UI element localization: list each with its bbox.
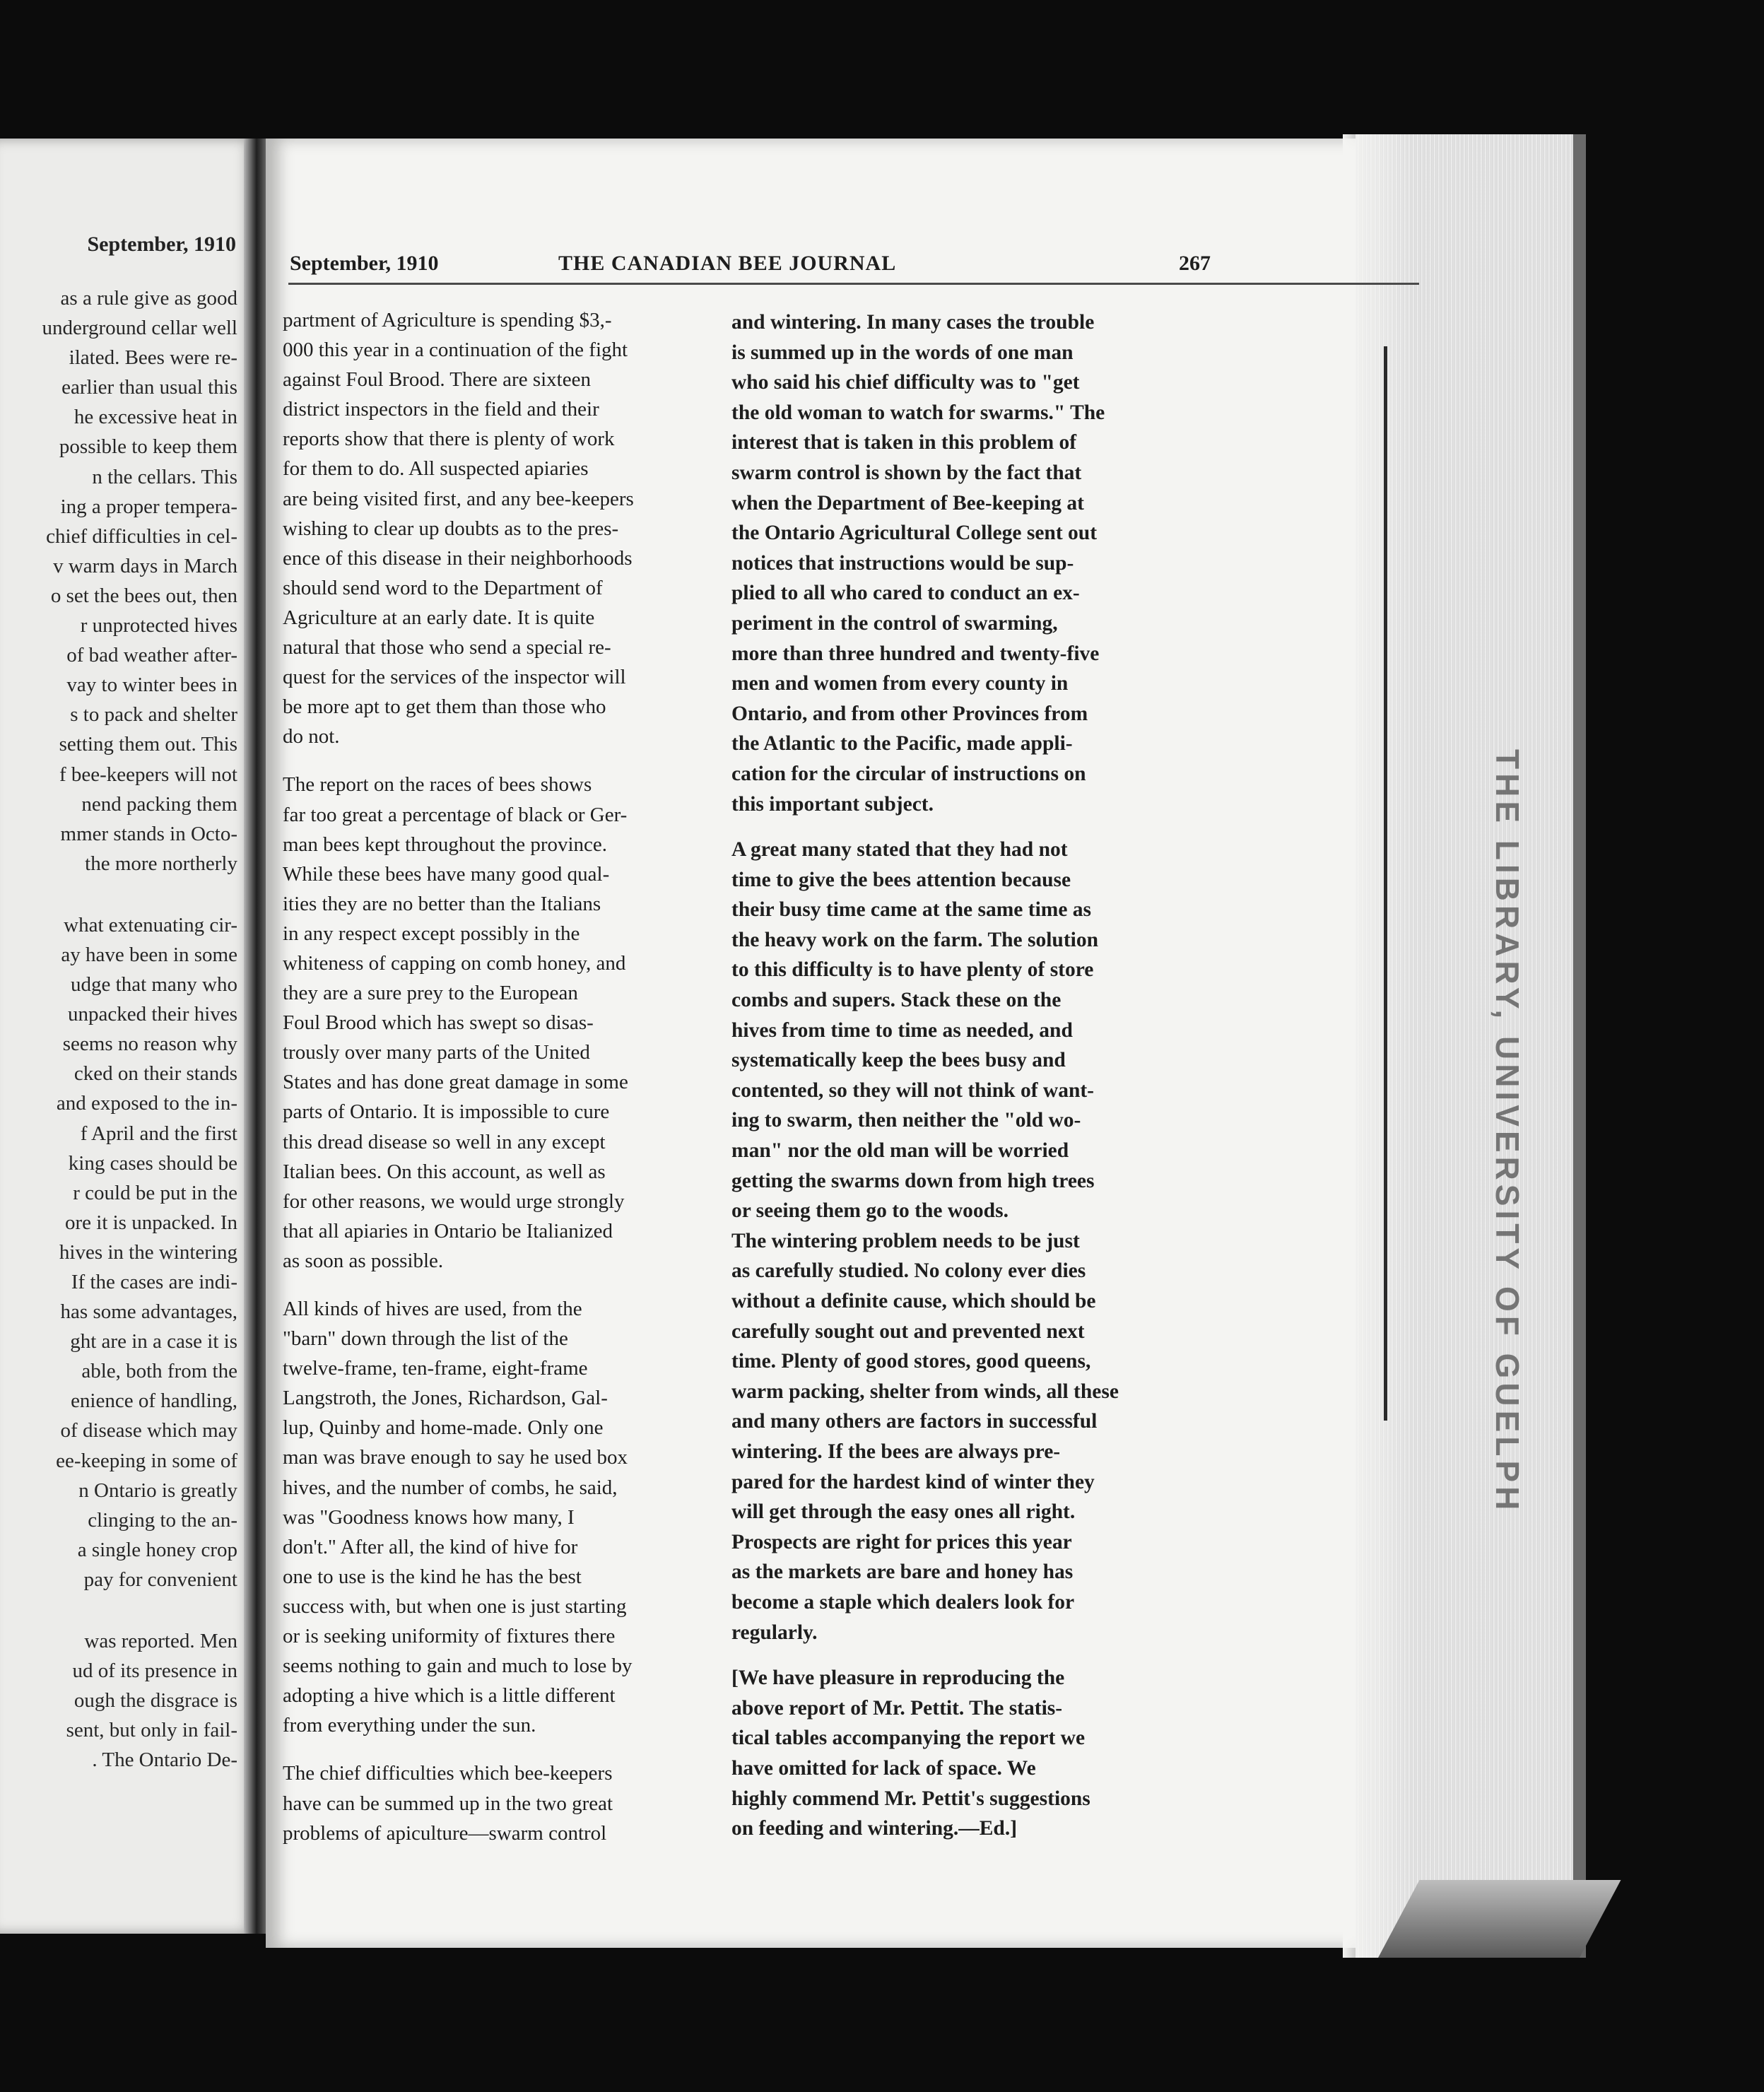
text-line: If the cases are indi-	[71, 1271, 237, 1293]
text-line: twelve-frame, ten-frame, eight-frame	[283, 1357, 588, 1380]
text-line: interest that is taken in this problem of	[731, 431, 1077, 454]
text-column-right	[731, 307, 1206, 1844]
text-line: seems nothing to gain and much to lose by	[283, 1655, 633, 1678]
text-line: what extenuating cir-	[64, 913, 237, 936]
text-line: seems no reason why	[62, 1033, 237, 1056]
text-line: who said his chief difficulty was to "get	[731, 371, 1080, 394]
text-line: as soon as possible.	[283, 1249, 444, 1272]
text-line: warm packing, shelter from winds, all these	[731, 1380, 1119, 1403]
text-line: they are a sure prey to the European	[283, 982, 578, 1005]
text-line: men and women from every county in	[731, 672, 1069, 695]
paragraph-gap	[731, 819, 1206, 835]
text-line: should send word to the Department of	[283, 576, 603, 599]
text-line: systematically keep the bees busy and	[731, 1049, 1066, 1072]
text-line: wintering. If the bees are always pre-	[731, 1440, 1061, 1463]
text-line: Langstroth, the Jones, Richardson, Gal-	[283, 1387, 608, 1410]
text-line: setting them out. This	[59, 733, 237, 756]
header-date: September, 1910	[290, 252, 439, 275]
text-line: Agriculture at an early date. It is quite	[283, 606, 595, 629]
text-line: . The Ontario De-	[92, 1749, 237, 1772]
page-number: 267	[1179, 252, 1211, 275]
text-line: as the markets are bare and honey has	[731, 1561, 1074, 1584]
text-line: or is seeking uniformity of fixtures there	[283, 1625, 616, 1648]
text-line: combs and supers. Stack these on the	[731, 989, 1062, 1012]
text-line: r unprotected hives	[80, 614, 237, 637]
text-line: natural that those who send a special re-	[283, 636, 611, 659]
text-line: for them to do. All suspected apiaries	[283, 457, 589, 481]
text-line: that all apiaries in Ontario be Italianized	[283, 1219, 613, 1242]
text-line: this dread disease so well in any except	[283, 1130, 606, 1153]
text-line: their busy time came at the same time as	[731, 898, 1092, 922]
text-line: pay for convenient	[83, 1568, 237, 1591]
text-line: ence of this disease in their neighborhoods	[283, 546, 633, 570]
text-line: a single honey crop	[77, 1538, 237, 1561]
text-line: vay to winter bees in	[66, 674, 237, 697]
text-line: n the cellars. This	[92, 465, 237, 488]
text-line: whiteness of capping on comb honey, and	[283, 951, 626, 975]
text-line: ght are in a case it is	[70, 1330, 237, 1353]
text-line: pared for the hardest kind of winter they	[731, 1470, 1095, 1493]
text-line: regularly.	[731, 1621, 818, 1644]
text-line: While these bees have many good qual-	[283, 862, 610, 886]
text-line: lup, Quinby and home-made. Only one	[283, 1416, 604, 1440]
text-line: plied to all who cared to conduct an ex-	[731, 582, 1080, 605]
text-line: to this difficulty is to have plenty of store	[731, 958, 1094, 982]
text-line: f April and the first	[80, 1122, 237, 1145]
text-line: getting the swarms down from high trees	[731, 1169, 1095, 1192]
text-line: and wintering. In many cases the trouble	[731, 311, 1095, 334]
text-line: district inspectors in the field and their	[283, 398, 599, 421]
text-line: possible to keep them	[59, 435, 237, 459]
paragraph-gap	[283, 1740, 721, 1758]
text-line: Italian bees. On this account, as well as	[283, 1160, 606, 1183]
text-line: underground cellar well	[42, 317, 237, 340]
text-line: carefully sought out and prevented next	[731, 1320, 1085, 1343]
text-line: udge that many who	[71, 973, 237, 997]
page-edge-shading	[1343, 134, 1413, 1958]
text-line: [We have pleasure in reproducing the	[731, 1667, 1065, 1690]
text-line: as a rule give as good	[60, 287, 237, 310]
paragraph-gap	[731, 1647, 1206, 1663]
text-line: 000 this year in a continuation of the fight	[283, 339, 628, 362]
left-page-text	[0, 283, 237, 1775]
text-line: the more northerly	[85, 852, 237, 875]
text-line: has some advantages,	[60, 1300, 237, 1324]
text-line: ee-keeping in some of	[56, 1449, 237, 1472]
text-line: of disease which may	[60, 1419, 237, 1442]
left-page-header: September, 1910	[87, 233, 236, 256]
text-line: swarm control is shown by the fact that	[731, 461, 1082, 484]
paragraph-gap	[0, 878, 237, 910]
text-line: and many others are factors in successful	[731, 1410, 1098, 1433]
text-line: earlier than usual this	[61, 376, 237, 399]
text-line: as carefully studied. No colony ever dies	[731, 1259, 1086, 1283]
text-line: for other reasons, we would urge strongly	[283, 1189, 625, 1213]
text-line: one to use is the kind he has the best	[283, 1565, 582, 1588]
text-line: have omitted for lack of space. We	[731, 1756, 1036, 1780]
text-line: cation for the circular of instructions on	[731, 762, 1086, 785]
text-line: are being visited first, and any bee-keepers	[283, 487, 634, 510]
book-cover-edge	[1573, 134, 1586, 1958]
text-line: man was brave enough to say he used box	[283, 1446, 628, 1469]
text-line: be more apt to get them than those who	[283, 695, 606, 719]
text-line: contented, so they will not think of want-	[731, 1079, 1094, 1102]
text-line: or seeing them go to the woods.	[731, 1199, 1009, 1223]
text-line: The chief difficulties which bee-keepers	[283, 1762, 613, 1785]
text-line: the old woman to watch for swarms." The	[731, 401, 1105, 424]
text-line: on feeding and wintering.—Ed.]	[731, 1817, 1018, 1840]
text-line: ities they are no better than the Italians	[283, 892, 601, 915]
text-line: the heavy work on the farm. The solution	[731, 928, 1099, 951]
text-line: success with, but when one is just starting	[283, 1594, 627, 1618]
text-line: time to give the bees attention because	[731, 868, 1071, 891]
text-column-left	[283, 305, 721, 1848]
text-line: adopting a hive which is a little different	[283, 1684, 616, 1708]
text-line: f bee-keepers will not	[59, 763, 237, 786]
text-line: is summed up in the words of one man	[731, 341, 1074, 364]
text-line: will get through the easy ones all right.	[731, 1500, 1076, 1524]
text-line: ing a proper tempera-	[60, 495, 237, 518]
text-line: don't." After all, the kind of hive for	[283, 1535, 578, 1558]
text-line: s to pack and shelter	[70, 703, 237, 727]
text-line: reports show that there is plenty of work	[283, 428, 615, 451]
right-page-header	[0, 252, 1764, 280]
text-line: enience of handling,	[71, 1389, 237, 1413]
text-line: from everything under the sun.	[283, 1714, 536, 1737]
text-line: trously over many parts of the United	[283, 1041, 590, 1064]
text-line: All kinds of hives are used, from the	[283, 1298, 582, 1320]
left-page	[0, 139, 257, 1934]
text-line: cked on their stands	[74, 1062, 237, 1086]
text-line: this important subject.	[731, 792, 934, 816]
text-line: when the Department of Bee-keeping at	[731, 491, 1084, 515]
paragraph-gap	[283, 751, 721, 770]
text-line: notices that instructions would be sup-	[731, 551, 1074, 575]
paragraph-gap	[283, 1276, 721, 1294]
text-line: unpacked their hives	[68, 1003, 237, 1026]
header-rule	[288, 283, 1419, 285]
text-line: o set the bees out, then	[50, 584, 237, 607]
text-line: States and has done great damage in some	[283, 1071, 628, 1094]
text-line: parts of Ontario. It is impossible to cure	[283, 1100, 610, 1124]
text-line: man" nor the old man will be worried	[731, 1139, 1069, 1163]
text-line: periment in the control of swarming,	[731, 611, 1058, 635]
text-line: more than three hundred and twenty-five	[731, 642, 1100, 665]
text-line: hives from time to time as needed, and	[731, 1018, 1073, 1042]
text-line: quest for the services of the inspector will	[283, 666, 626, 689]
text-line: man bees kept throughout the province.	[283, 833, 608, 856]
library-stamp-text: THE LIBRARY, UNIVERSITY OF GUELPH	[1489, 749, 1526, 1515]
text-line: The wintering problem needs to be just	[731, 1229, 1080, 1252]
text-line: become a staple which dealers look for	[731, 1590, 1075, 1614]
text-line: n Ontario is greatly	[78, 1479, 237, 1502]
text-line: ough the disgrace is	[74, 1689, 237, 1712]
paragraph-gap	[0, 1594, 237, 1626]
text-line: ilated. Bees were re-	[69, 346, 237, 370]
text-line: Foul Brood which has swept so disas-	[283, 1011, 594, 1035]
text-line: v warm days in March	[53, 554, 237, 577]
text-line: was "Goodness knows how many, I	[283, 1505, 575, 1529]
text-line: of bad weather after-	[66, 644, 237, 667]
text-line: the Ontario Agricultural College sent out	[731, 522, 1098, 545]
library-stamp	[1489, 749, 1548, 1515]
text-line: hives, and the number of combs, he said,	[283, 1476, 618, 1499]
text-line: clinging to the an-	[88, 1508, 237, 1532]
text-line: able, both from the	[81, 1360, 237, 1383]
text-line: time. Plenty of good stores, good queens,	[731, 1350, 1091, 1373]
text-line: wishing to clear up doubts as to the pres-	[283, 517, 619, 540]
text-line: and exposed to the in-	[56, 1092, 237, 1115]
text-line: ud of its presence in	[72, 1659, 237, 1683]
text-line: tical tables accompanying the report we	[731, 1727, 1086, 1750]
book-bottom-edge	[1378, 1880, 1621, 1958]
text-line: ing to swarm, then neither the "old wo-	[731, 1109, 1081, 1132]
text-line: king cases should be	[68, 1151, 237, 1175]
text-line: Prospects are right for prices this year	[731, 1530, 1072, 1553]
text-line: above report of Mr. Pettit. The statis-	[731, 1696, 1063, 1720]
text-line: without a definite cause, which should be	[731, 1290, 1096, 1312]
text-line: mmer stands in Octo-	[60, 822, 237, 845]
text-line: nend packing them	[81, 792, 237, 816]
text-line: Ontario, and from other Provinces from	[731, 702, 1088, 725]
vertical-rule	[1384, 346, 1387, 1421]
text-line: he excessive heat in	[74, 406, 237, 429]
text-line: the Atlantic to the Pacific, made appli-	[731, 732, 1073, 756]
text-line: partment of Agriculture is spending $3,-	[283, 309, 612, 331]
text-line: have can be summed up in the two great	[283, 1792, 613, 1815]
text-line: highly commend Mr. Pettit's suggestions	[731, 1787, 1090, 1810]
text-line: r could be put in the	[73, 1181, 237, 1204]
text-line: ay have been in some	[61, 943, 237, 966]
text-line: in any respect except possibly in the	[283, 922, 580, 945]
journal-title: THE CANADIAN BEE JOURNAL	[558, 252, 897, 275]
text-line: "barn" down through the list of the	[283, 1327, 568, 1351]
text-line: chief difficulties in cel-	[46, 524, 237, 548]
text-line: hives in the wintering	[59, 1240, 237, 1264]
text-line: do not.	[283, 725, 340, 748]
text-line: problems of apiculture—swarm control	[283, 1821, 607, 1845]
text-line: was reported. Men	[84, 1630, 237, 1653]
text-line: against Foul Brood. There are sixteen	[283, 368, 591, 392]
text-line: ore it is unpacked. In	[64, 1211, 237, 1234]
text-line: A great many stated that they had not	[731, 838, 1068, 862]
text-line: far too great a percentage of black or Ger-	[283, 803, 628, 826]
text-line: sent, but only in fail-	[66, 1719, 237, 1742]
text-line: The report on the races of bees shows	[283, 773, 592, 797]
